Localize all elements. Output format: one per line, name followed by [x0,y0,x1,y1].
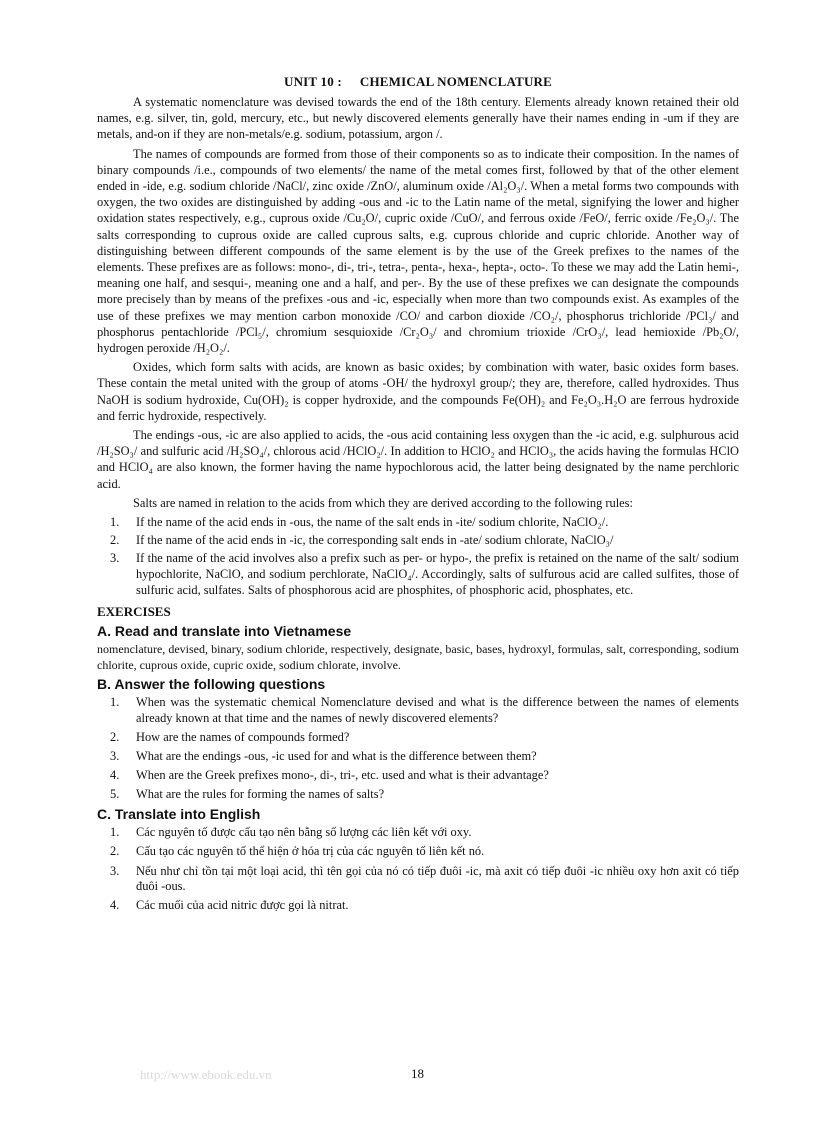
rule-text: If the name of the acid ends in -ous, the name of the salt ends in -ite/ sodium chlorite, NaClO₂/. [136,515,609,530]
acids-paragraph: The endings -ous, -ic are also applied to acids, the -ous acid containing less oxygen than the -ic acid, e.g. sulphurous acid /H₂SO₃/ and sulfuric acid /H₂SO₄/, chlorous acid /HClO₂/. In addition to HClO₂ and HClO₃, the acids having the formulas HClO and HClO₄ are also known, the former having the name hypochlorous acid, the latter being designated by the name perchloric acid. [97,428,739,491]
question-text: When are the Greek prefixes mono-, di-, tri-, etc. used and what is their advantage? [136,768,549,783]
section-c-heading: C. Translate into English [97,806,261,823]
unit-title: CHEMICAL NOMENCLATURE [359,74,553,89]
question-item [97,695,739,726]
page-number: 18 [411,1066,424,1081]
translation-text: Các muối của acid nitric được gọi là nitrat. [136,898,349,913]
question-number: 2. [110,729,120,744]
question-number: 4. [110,768,120,783]
salts-paragraph: Salts are named in relation to the acids from which they are derived according to the following rules: [133,495,633,510]
question-item [97,730,739,746]
compounds-paragraph: The names of compounds are formed from those of their components so as to indicate their composition. In the names of binary compounds /i.e., compounds of two elements/ the name of the metal comes first, followed by that of the other element ended in -ide, e.g. sodium chloride /NaCl/, zinc oxide /ZnO/, aluminum oxide /Al₂O₃/. When a metal forms two compounds with oxygen, the two oxides are distinguished by adding -ous and -ic to the Latin name of the metal, signifying the lower and higher oxidation states respectively, e.g., cuprous oxide /Cu₂O/, cupric oxide /CuO/, and ferrous oxide /FeO/, ferric oxide /Fe₂O₃/. The salts corresponding to cuprous oxide are called cuprous salts, e.g. cuprous chloride and cupric chloride. Another way of distinguishing between different compounds of the same element is by the use of the Greek prefixes to the names of the elements. These prefixes are as follows: mono-, di-, tri-, tetra-, penta-, hexa-, hepta-, octo-. To these we may add the Latin hemi-, meaning one half, and sesqui-, meaning one and a half, and per-. By the use of these prefixes we can designate the compounds more precisely than by means of the prefixes -ous and -ic, especially when more than two compounds exist. As examples of the use of these prefixes we may mention carbon monoxide /CO/ and carbon dioxide /CO₂/, phosphorus trichloride /PCl₃/ and phosphorus pentachloride /PCl₅/, chromium sesquioxide /Cr₂O₃/ and chromium trioxide /CrO₃/, lead hemioxide /Pb₂O/, hydrogen peroxide /H₂O₂/. [97,146,739,356]
question-text: What are the endings -ous, -ic used for and what is the difference between them? [136,749,537,764]
rule-text: If the name of the acid ends in -ic, the corresponding salt ends in -ate/ sodium chlorate, NaClO₃/ [136,533,614,548]
question-text: What are the rules for forming the names of salts? [136,787,385,802]
translation-number: 3. [110,863,120,878]
question-text: How are the names of compounds formed? [136,729,350,744]
section-a-heading: A. Read and translate into Vietnamese [97,623,352,640]
intro-paragraph: A systematic nomenclature was devised towards the end of the 18th century. Elements already known retained their old names, e.g. silver, tin, gold, mercury, etc., but newly discovered elements generally have their names ending in -um if they are metals, and-on if they are non-metals/e.g. sodium, potassium, argon /. [97,95,739,142]
document-page [97,74,739,917]
rule-number: 2. [110,533,120,548]
translation-item [97,844,739,860]
translation-item [97,898,739,914]
questions-list [97,695,739,803]
rule-number: 3. [110,551,120,566]
translation-number: 1. [110,825,120,840]
page-title [97,74,739,90]
question-text: When was the systematic chemical Nomenclature devised and what is the difference between the names of elements already known at that time and the names of newly discovered elements? [136,695,739,725]
exercises-heading: EXERCISES [97,604,171,620]
rule-text: If the name of the acid involves also a prefix such as per- or hypo-, the prefix is retained on the name of the salt/ sodium hypochlorite, NaClO, and sodium perchlorate, NaClO₄/. Accordingly, salts of sulfurous acid are called sulfites, those of sulfuric acid, sulfates. Salts of phosphorous acid are phosphites, of phosphoric acid, phosphates, etc. [136,551,739,598]
question-number: 1. [110,695,120,710]
question-item [97,787,739,803]
translation-list [97,825,739,913]
translation-text: Nếu như chỉ tồn tại một loại acid, thì tên gọi của nó có tiếp đuôi -ic, mà axit có tiếp đuôi -ic nhiều oxy hơn axit có tiếp đuôi -ous. [136,863,739,894]
question-number: 5. [110,787,120,802]
translation-item [97,864,739,895]
oxides-paragraph: Oxides, which form salts with acids, are known as basic oxides; by combination with water, basic oxides form bases. These contain the metal united with the group of atoms -OH/ the hydroxyl group/; they are, therefore, called hydroxides. Thus NaOH is sodium hydroxide, Cu(OH)₂ is copper hydroxide, and the compounds Fe(OH)₂ and Fe₂O₃.H₂O are ferrous hydroxide and ferric hydroxide, respectively. [97,360,739,423]
rule-item [97,532,739,548]
rule-item [97,550,739,598]
salt-rules-list [97,514,739,598]
translation-number: 4. [110,898,120,913]
question-item [97,768,739,784]
vocabulary-list: nomenclature, devised, binary, sodium chloride, respectively, designate, basic, bases, hydroxyl, formulas, salt, corresponding, sodium chlorite, cuprous oxide, cupric oxide, sodium chlorate, involve. [97,642,739,672]
unit-label: UNIT 10 : [283,74,342,89]
translation-item [97,825,739,841]
rule-item [97,514,739,530]
question-number: 3. [110,749,120,764]
translation-text: Cấu tạo các nguyên tố thể hiện ở hóa trị của các nguyên tố liên kết nó. [136,844,485,859]
section-b-heading: B. Answer the following questions [97,676,326,693]
translation-number: 2. [110,844,120,859]
rule-number: 1. [110,515,120,530]
question-item [97,749,739,765]
translation-text: Các nguyên tố được cấu tạo nên bằng số lượng các liên kết với oxy. [136,825,472,840]
footer-url: http://www.ebook.edu.vn [140,1067,272,1082]
